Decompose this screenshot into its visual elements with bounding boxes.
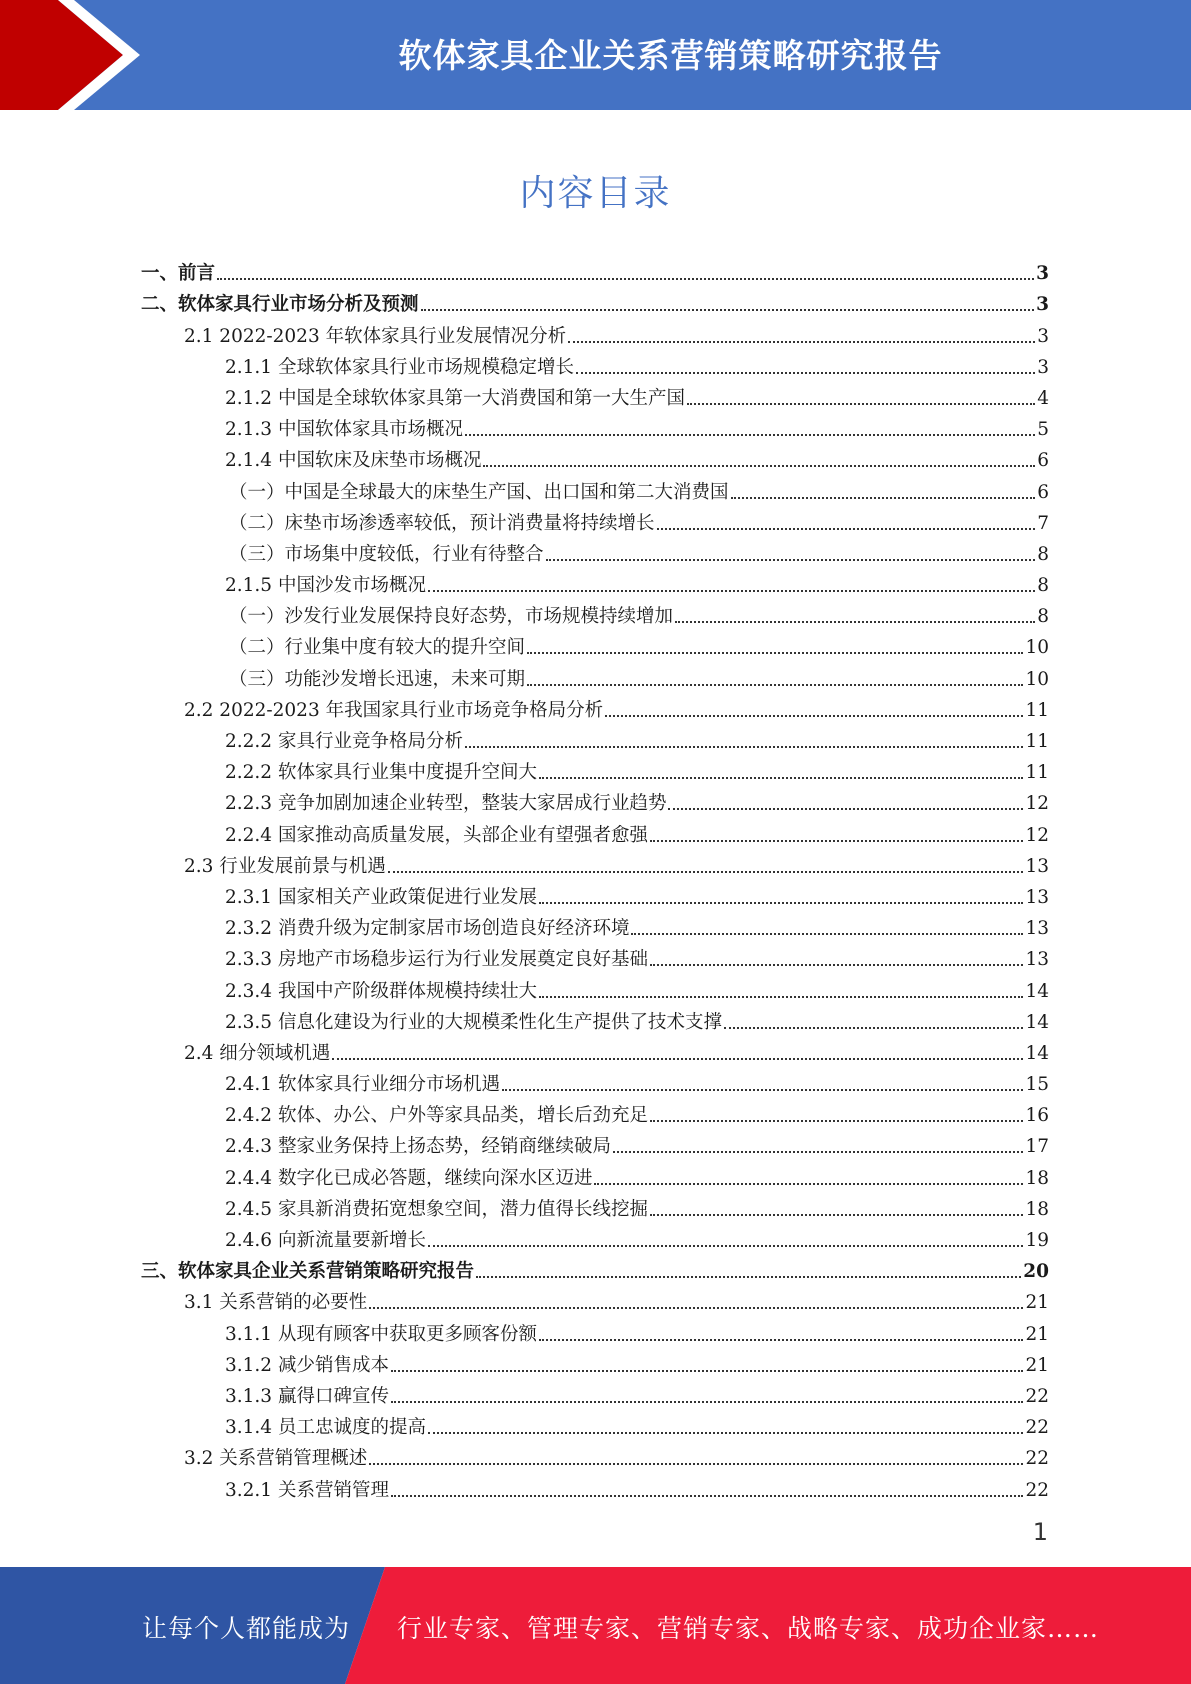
toc-dot-leader xyxy=(217,278,1034,280)
header-banner xyxy=(0,0,1191,110)
toc-entry-title: 3.1.2 减少销售成本 xyxy=(225,1354,389,1376)
toc-entry[interactable] xyxy=(141,598,1049,629)
toc-entry[interactable] xyxy=(141,349,1049,380)
toc-entry-page: 8 xyxy=(1037,575,1049,597)
toc-dot-leader xyxy=(465,746,1023,748)
toc-entry[interactable] xyxy=(141,629,1049,660)
toc-entry[interactable] xyxy=(141,1128,1049,1159)
toc-entry-page: 8 xyxy=(1037,543,1049,565)
toc-entry[interactable] xyxy=(141,1284,1049,1315)
toc-entry-title: 3.2 关系营销管理概述 xyxy=(184,1448,368,1470)
toc-entry-page: 5 xyxy=(1037,419,1049,441)
toc-entry-page: 14 xyxy=(1025,1011,1049,1033)
toc-dot-leader xyxy=(731,497,1036,499)
toc-entry-page: 22 xyxy=(1025,1385,1049,1407)
toc-dot-leader xyxy=(332,1058,1023,1060)
toc-dot-leader xyxy=(650,840,1023,842)
toc-dot-leader xyxy=(428,590,1035,592)
toc-entry-page: 13 xyxy=(1025,855,1049,877)
toc-entry[interactable] xyxy=(141,1315,1049,1346)
toc-dot-leader xyxy=(369,1307,1023,1309)
toc-entry-page: 18 xyxy=(1025,1198,1049,1220)
toc-dot-leader xyxy=(724,1027,1023,1029)
toc-heading: 内容目录 xyxy=(519,173,672,214)
toc-entry-title: 2.2.3 竞争加剧加速企业转型，整装大家居成行业趋势 xyxy=(225,793,667,815)
toc-entry[interactable] xyxy=(141,660,1049,691)
toc-entry-page: 16 xyxy=(1025,1105,1049,1127)
toc-entry-title: 3.1.4 员工忠诚度的提高 xyxy=(225,1417,426,1439)
toc-entry[interactable] xyxy=(141,1004,1049,1035)
toc-dot-leader xyxy=(476,1276,1021,1278)
toc-entry[interactable] xyxy=(141,380,1049,411)
toc-entry[interactable] xyxy=(141,1159,1049,1190)
toc-entry[interactable] xyxy=(141,1035,1049,1066)
toc-entry-page: 6 xyxy=(1037,481,1049,503)
toc-dot-leader xyxy=(465,434,1035,436)
toc-entry-title: 3.1 关系营销的必要性 xyxy=(184,1292,368,1314)
toc-entry-title: 一、前言 xyxy=(141,263,216,285)
footer-slogan-right: 行业专家、管理专家、营销专家、战略专家、成功企业家…… xyxy=(397,1614,1100,1643)
toc-entry-page: 22 xyxy=(1025,1417,1049,1439)
toc-entry[interactable] xyxy=(141,1191,1049,1222)
toc-dot-leader xyxy=(527,652,1023,654)
toc-dot-leader xyxy=(576,372,1035,374)
toc-entry[interactable] xyxy=(141,473,1049,504)
toc-entry-title: 2.4.6 向新流量要新增长 xyxy=(225,1230,426,1251)
toc-entry-page: 11 xyxy=(1025,699,1049,721)
toc-dot-leader xyxy=(369,1463,1023,1465)
toc-entry-title: （二）行业集中度有较大的提升空间 xyxy=(229,637,526,659)
toc-entry-title: 2.2.4 国家推动高质量发展，头部企业有望强者愈强 xyxy=(225,824,648,846)
toc-dot-leader xyxy=(650,1120,1023,1122)
toc-dot-leader xyxy=(650,964,1023,966)
toc-entry-page: 18 xyxy=(1025,1167,1049,1189)
toc-dot-leader xyxy=(428,1432,1023,1434)
toc-entry-page: 3 xyxy=(1036,263,1049,285)
toc-entry-title: （二）床垫市场渗透率较低，预计消费量将持续增长 xyxy=(229,512,655,534)
toc-entry[interactable] xyxy=(141,1409,1049,1440)
toc-entry-page: 21 xyxy=(1025,1323,1049,1345)
toc-entry-page: 15 xyxy=(1025,1074,1049,1096)
toc-entry[interactable] xyxy=(141,879,1049,910)
toc-dot-leader xyxy=(605,715,1023,717)
toc-entry[interactable] xyxy=(141,941,1049,972)
toc-entry-title: 2.4.1 软体家具行业细分市场机遇 xyxy=(225,1074,500,1096)
toc-entry-title: 2.1 2022-2023 年软体家具行业发展情况分析 xyxy=(184,325,567,347)
toc-entry[interactable] xyxy=(141,255,1049,286)
toc-entry-title: 3.1.3 赢得口碑宣传 xyxy=(225,1385,389,1407)
toc-entry-page: 22 xyxy=(1025,1479,1049,1501)
toc-entry-page: 11 xyxy=(1025,731,1049,752)
toc-entry[interactable] xyxy=(141,785,1049,816)
table-of-contents xyxy=(141,255,1049,1503)
toc-entry-page: 17 xyxy=(1025,1136,1049,1158)
toc-entry-page: 13 xyxy=(1025,886,1049,908)
toc-dot-leader xyxy=(539,902,1023,904)
toc-entry-title: 2.1.2 中国是全球软体家具第一大消费国和第一大生产国 xyxy=(225,387,685,409)
toc-entry-title: 2.4.2 软体、办公、户外等家具品类，增长后劲充足 xyxy=(225,1105,648,1127)
toc-dot-leader xyxy=(502,1089,1023,1091)
toc-entry-title: 2.1.4 中国软床及床垫市场概况 xyxy=(225,450,482,472)
toc-entry-page: 14 xyxy=(1025,1042,1049,1064)
toc-entry-page: 21 xyxy=(1025,1292,1049,1314)
toc-entry-page: 3 xyxy=(1037,356,1049,378)
toc-dot-leader xyxy=(613,1151,1023,1153)
toc-dot-leader xyxy=(675,621,1035,623)
toc-entry-page: 21 xyxy=(1025,1354,1049,1376)
toc-entry-title: 二、软体家具行业市场分析及预测 xyxy=(141,294,419,316)
toc-entry[interactable] xyxy=(141,848,1049,879)
toc-entry[interactable] xyxy=(141,442,1049,473)
toc-entry-page: 4 xyxy=(1037,387,1049,409)
toc-dot-leader xyxy=(568,341,1035,343)
toc-entry-title: 2.3 行业发展前景与机遇 xyxy=(184,855,386,877)
toc-entry[interactable] xyxy=(141,1471,1049,1502)
toc-entry-title: 2.4.5 家具新消费拓宽想象空间，潜力值得长线挖掘 xyxy=(225,1198,648,1220)
toc-entry[interactable] xyxy=(141,1440,1049,1471)
toc-entry[interactable] xyxy=(141,317,1049,348)
footer-slogan-left: 让每个人都能成为 xyxy=(142,1614,351,1643)
toc-entry-page: 7 xyxy=(1037,512,1049,534)
toc-entry[interactable] xyxy=(141,505,1049,536)
toc-entry-title: 3.1.1 从现有顾客中获取更多顾客份额 xyxy=(225,1323,537,1345)
toc-entry[interactable] xyxy=(141,816,1049,847)
toc-entry[interactable] xyxy=(141,910,1049,941)
toc-entry-page: 22 xyxy=(1025,1448,1049,1470)
toc-dot-leader xyxy=(421,309,1035,311)
toc-entry-title: 3.2.1 关系营销管理 xyxy=(225,1479,389,1501)
toc-entry-page: 13 xyxy=(1025,949,1049,971)
toc-entry-title: 2.4.4 数字化已成必答题，继续向深水区迈进 xyxy=(225,1167,593,1189)
toc-dot-leader xyxy=(539,996,1023,998)
page-number: 1 xyxy=(1032,1518,1048,1546)
toc-entry[interactable] xyxy=(141,536,1049,567)
toc-dot-leader xyxy=(650,1214,1023,1216)
toc-dot-leader xyxy=(687,403,1035,405)
toc-entry-title: 2.3.3 房地产市场稳步运行为行业发展奠定良好基础 xyxy=(225,949,648,971)
toc-dot-leader xyxy=(391,1401,1023,1403)
toc-dot-leader xyxy=(539,1339,1023,1341)
toc-entry-title: 2.4.3 整家业务保持上扬态势，经销商继续破局 xyxy=(225,1136,611,1158)
toc-dot-leader xyxy=(539,777,1023,779)
toc-entry-title: 2.3.4 我国中产阶级群体规模持续壮大 xyxy=(225,980,537,1002)
toc-entry-page: 3 xyxy=(1037,325,1049,347)
toc-dot-leader xyxy=(527,684,1023,686)
toc-entry[interactable] xyxy=(141,972,1049,1003)
toc-entry-title: 2.2.2 软体家具行业集中度提升空间大 xyxy=(225,762,537,784)
toc-entry-page: 6 xyxy=(1037,450,1049,472)
toc-entry[interactable] xyxy=(141,567,1049,598)
toc-entry-page: 10 xyxy=(1025,668,1049,690)
toc-entry-page: 11 xyxy=(1025,762,1049,784)
document-title: 软体家具企业关系营销策略研究报告 xyxy=(398,36,943,75)
toc-entry-title: （一）中国是全球最大的床垫生产国、出口国和第二大消费国 xyxy=(229,481,729,503)
toc-entry-page: 12 xyxy=(1025,793,1049,815)
toc-dot-leader xyxy=(388,871,1024,873)
toc-dot-leader xyxy=(391,1495,1023,1497)
toc-dot-leader xyxy=(483,465,1035,467)
toc-entry-page: 20 xyxy=(1023,1261,1049,1283)
toc-entry-page: 8 xyxy=(1037,606,1049,628)
toc-entry-title: （三）功能沙发增长迅速，未来可期 xyxy=(229,668,526,690)
toc-entry-title: 三、软体家具企业关系营销策略研究报告 xyxy=(141,1261,475,1283)
toc-entry[interactable] xyxy=(141,754,1049,785)
toc-dot-leader xyxy=(668,808,1023,810)
toc-dot-leader xyxy=(546,559,1036,561)
toc-entry-title: 2.1.1 全球软体家具行业市场规模稳定增长 xyxy=(225,356,574,378)
toc-entry-title: 2.2 2022-2023 年我国家具行业市场竞争格局分析 xyxy=(184,699,604,721)
toc-entry-title: 2.3.2 消费升级为定制家居市场创造良好经济环境 xyxy=(225,918,630,940)
toc-entry-page: 19 xyxy=(1025,1230,1049,1251)
toc-dot-leader xyxy=(631,933,1023,935)
toc-entry-page: 3 xyxy=(1036,294,1049,316)
toc-entry-page: 13 xyxy=(1025,918,1049,940)
toc-dot-leader xyxy=(391,1370,1023,1372)
toc-entry-title: 2.2.2 家具行业竞争格局分析 xyxy=(225,731,463,752)
toc-entry-title: 2.1.3 中国软体家具市场概况 xyxy=(225,419,463,441)
toc-entry[interactable] xyxy=(141,1378,1049,1409)
toc-entry[interactable] xyxy=(141,692,1049,723)
toc-dot-leader xyxy=(657,528,1036,530)
toc-entry-title: 2.3.1 国家相关产业政策促进行业发展 xyxy=(225,886,537,908)
toc-entry[interactable] xyxy=(141,1347,1049,1378)
toc-entry-page: 10 xyxy=(1025,637,1049,659)
toc-entry[interactable] xyxy=(141,1066,1049,1097)
toc-dot-leader xyxy=(594,1183,1023,1185)
toc-entry[interactable] xyxy=(141,723,1049,754)
toc-entry-title: 2.3.5 信息化建设为行业的大规模柔性化生产提供了技术支撑 xyxy=(225,1011,722,1033)
footer-banner xyxy=(0,1567,1191,1684)
toc-entry-title: 2.4 细分领域机遇 xyxy=(184,1042,331,1064)
toc-entry-title: （一）沙发行业发展保持良好态势，市场规模持续增加 xyxy=(229,606,674,628)
toc-dot-leader xyxy=(428,1245,1023,1247)
toc-entry-page: 14 xyxy=(1025,980,1049,1002)
toc-entry[interactable] xyxy=(141,1097,1049,1128)
toc-entry[interactable] xyxy=(141,1222,1049,1253)
toc-entry[interactable] xyxy=(141,1253,1049,1284)
toc-entry[interactable] xyxy=(141,411,1049,442)
toc-entry-page: 12 xyxy=(1025,824,1049,846)
toc-entry-title: 2.1.5 中国沙发市场概况 xyxy=(225,575,426,597)
toc-entry-title: （三）市场集中度较低，行业有待整合 xyxy=(229,543,544,565)
toc-entry[interactable] xyxy=(141,286,1049,317)
